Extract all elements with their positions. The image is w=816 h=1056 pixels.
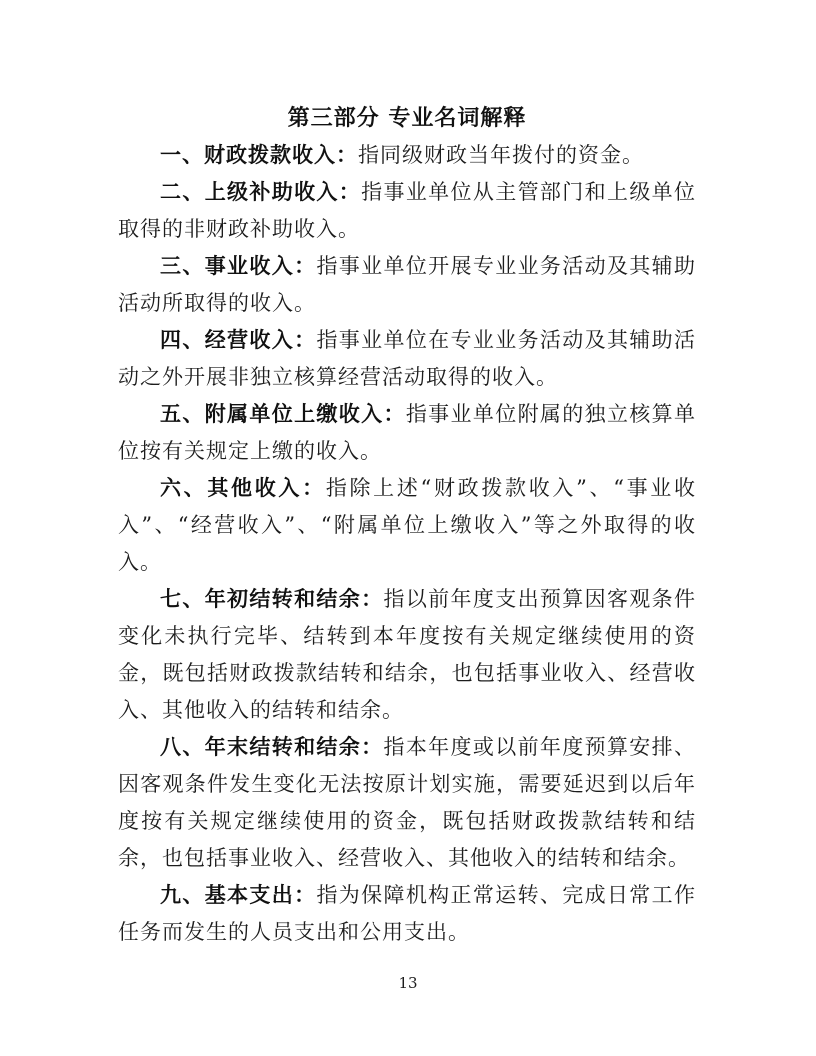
term-paragraph: [118, 322, 696, 396]
term-label: 四、经营收入：: [160, 328, 317, 352]
term-label: 九、基本支出：: [160, 883, 317, 907]
term-label: 一、财政拨款收入：: [160, 143, 358, 167]
term-label: 七、年初结转和结余：: [160, 587, 384, 611]
term-definition: 指除上述“财政拨款收入”、“事业收入”、“经营收入”、“附属单位上缴收入”等之外取得的收入。: [118, 476, 696, 574]
term-paragraph: [118, 470, 696, 581]
term-label: 三、事业收入：: [160, 254, 317, 278]
page-number: 13: [398, 974, 418, 992]
term-label: 五、附属单位上缴收入：: [160, 402, 406, 426]
term-definition: 指事业单位从主管部门和上级单位取得的非财政补助收入。: [118, 180, 697, 241]
term-definition: 指事业单位在专业业务活动及其辅助活动之外开展非独立核算经营活动取得的收入。: [118, 328, 697, 389]
term-paragraph: [118, 174, 696, 248]
term-paragraph: [118, 137, 696, 174]
term-definition: 指事业单位开展专业业务活动及其辅助活动所取得的收入。: [118, 254, 697, 315]
document-content: [118, 100, 696, 951]
term-definition: 指以前年度支出预算因客观条件变化未执行完毕、结转到本年度按有关规定继续使用的资金，既包括财政拨款结转和结余，也包括事业收入、经营收入、其他收入的结转和结余。: [118, 587, 697, 722]
term-paragraph: [118, 396, 696, 470]
term-definition: 指事业单位附属的独立核算单位按有关规定上缴的收入。: [118, 402, 697, 463]
term-paragraph: [118, 581, 696, 729]
term-label: 二、上级补助收入：: [160, 180, 362, 204]
term-paragraph: [118, 877, 696, 951]
term-paragraph: [118, 729, 696, 877]
term-definition: 指同级财政当年拨付的资金。: [358, 143, 644, 167]
term-definition: 指为保障机构正常运转、完成日常工作任务而发生的人员支出和公用支出。: [118, 883, 697, 944]
term-label: 八、年末结转和结余：: [160, 735, 384, 759]
term-definition: 指本年度或以前年度预算安排、因客观条件发生变化无法按原计划实施，需要延迟到以后年度按有关规定继续使用的资金，既包括财政拨款结转和结余，也包括事业收入、经营收入、其他收入的结转和结余。: [118, 735, 697, 870]
term-label: 六、其他收入：: [160, 476, 326, 500]
term-paragraph: [118, 248, 696, 322]
page-title: 第三部分 专业名词解释: [287, 106, 527, 131]
